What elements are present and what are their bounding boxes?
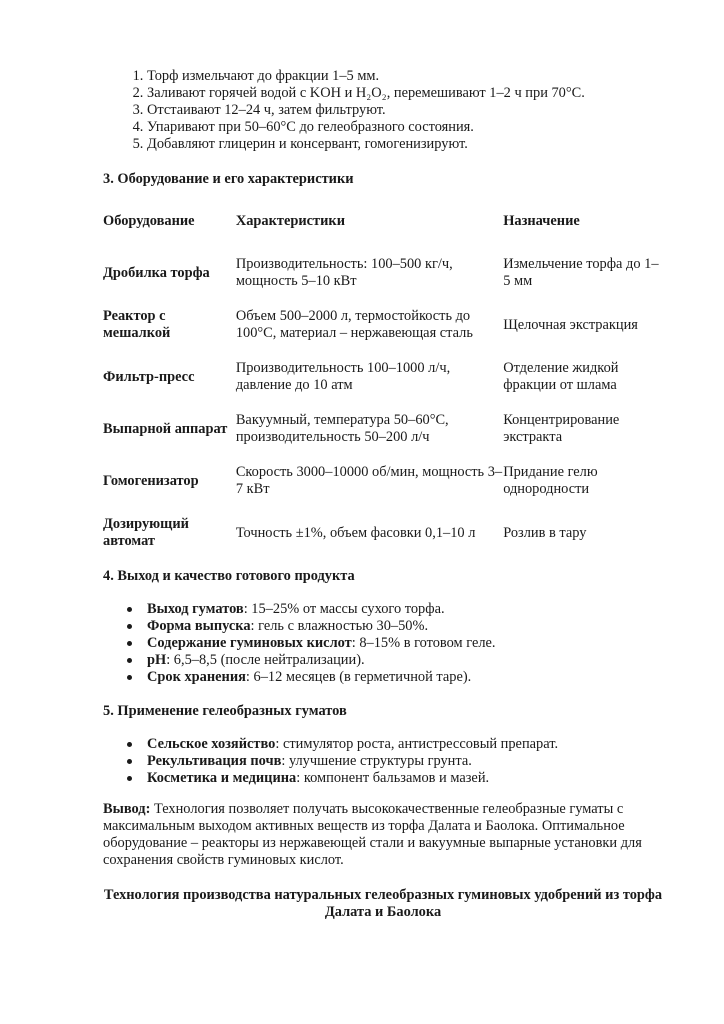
item-text: : стимулятор роста, антистрессовый препарат. <box>275 736 559 752</box>
process-step: 5. Добавляют глицерин и консервант, гомогенизируют. <box>147 136 707 153</box>
item-text: : гель с влажностью 30–50%. <box>250 618 429 634</box>
equipment-purpose: Концентрирование экстракта <box>503 412 620 445</box>
item-text: : 6–12 месяцев (в герметичной таре). <box>245 669 472 685</box>
section-3-heading: 3. Оборудование и его характеристики <box>103 171 354 187</box>
item-label: Форма выпуска <box>147 618 251 634</box>
column-header-purpose: Назначение <box>503 212 580 229</box>
equipment-spec: Производительность: 100–500 кг/ч, мощность 5–10 кВт <box>235 256 453 289</box>
list-item <box>147 618 707 635</box>
document-title: Технология производства натуральных гелеобразных гуминовых удобрений из торфа Далата и Баолока <box>103 887 663 920</box>
equipment-spec: Объем 500–2000 л, термостойкость до 100°C, материал – нержавеющая сталь <box>235 308 473 341</box>
table-row <box>103 455 663 507</box>
process-step: 4. Упаривают при 50–60°C до гелеобразного состояния. <box>147 119 707 136</box>
list-item <box>147 652 707 669</box>
item-label: Содержание гуминовых кислот <box>147 635 352 651</box>
item-text: : улучшение структуры грунта. <box>281 753 472 769</box>
process-step: 3. Отстаивают 12–24 ч, затем фильтруют. <box>147 102 707 119</box>
equipment-table <box>103 211 663 559</box>
equipment-name: Выпарной аппарат <box>103 420 228 437</box>
list-item <box>147 753 707 770</box>
process-steps-list <box>103 68 707 153</box>
table-row <box>103 299 663 351</box>
product-quality-list <box>103 601 707 686</box>
column-header-equipment: Оборудование <box>103 212 195 229</box>
list-item <box>147 669 707 686</box>
conclusion-text: Технология позволяет получать высококачественные гелеобразные гуматы с максимальным выходом активных веществ из торфа Далата и Баолока. Оптимальное оборудование – реакторы из нержавеющей стали и вакуумные выпарные установки для сохранения свойств гуминовых кислот. <box>103 801 642 868</box>
item-text: : 15–25% от массы сухого торфа. <box>243 601 445 617</box>
process-step: 2. Заливают горячей водой с KOH и H₂O₂, перемешивают 1–2 ч при 70°C. <box>147 85 707 102</box>
conclusion-label: Вывод: <box>103 801 151 817</box>
section-5-heading: 5. Применение гелеобразных гуматов <box>103 703 347 719</box>
list-item <box>147 770 707 787</box>
item-label: Срок хранения <box>147 669 246 685</box>
table-row <box>103 403 663 455</box>
equipment-spec: Вакуумный, температура 50–60°C, производительность 50–200 л/ч <box>235 412 449 445</box>
item-text: : 8–15% в готовом геле. <box>351 635 496 651</box>
item-text: : 6,5–8,5 (после нейтрализации). <box>166 652 365 668</box>
section-4-heading: 4. Выход и качество готового продукта <box>103 568 355 584</box>
item-label: Косметика и медицина <box>147 770 297 786</box>
table-header-row <box>103 211 663 247</box>
conclusion-paragraph <box>103 801 663 869</box>
equipment-purpose: Отделение жидкой фракции от шлама <box>503 360 619 393</box>
equipment-spec: Точность ±1%, объем фасовки 0,1–10 л <box>235 524 476 541</box>
equipment-purpose: Придание гелю однородности <box>503 464 598 497</box>
process-step: 1. Торф измельчают до фракции 1–5 мм. <box>147 68 707 85</box>
table-row <box>103 507 663 559</box>
equipment-name: Фильтр-пресс <box>103 368 195 385</box>
equipment-name: Дозирующий автомат <box>103 516 189 549</box>
item-label: Сельское хозяйство <box>147 736 276 752</box>
applications-list <box>103 736 707 787</box>
equipment-purpose: Измельчение торфа до 1–5 мм <box>503 256 659 289</box>
equipment-purpose: Розлив в тару <box>503 524 587 541</box>
equipment-spec: Скорость 3000–10000 об/мин, мощность 3–7 кВт <box>235 464 503 497</box>
list-item <box>147 736 707 753</box>
list-item <box>147 635 707 652</box>
item-label: pH <box>147 652 167 668</box>
equipment-name: Реактор с мешалкой <box>103 308 171 341</box>
item-text: : компонент бальзамов и мазей. <box>296 770 490 786</box>
item-label: Выход гуматов <box>147 601 244 617</box>
column-header-characteristics: Характеристики <box>235 212 345 229</box>
equipment-name: Дробилка торфа <box>103 264 210 281</box>
equipment-spec: Производительность 100–1000 л/ч, давление до 10 атм <box>235 360 451 393</box>
table-row <box>103 351 663 403</box>
equipment-purpose: Щелочная экстракция <box>503 316 638 333</box>
table-row <box>103 247 663 299</box>
item-label: Рекультивация почв <box>147 753 282 769</box>
list-item <box>147 601 707 618</box>
equipment-name: Гомогенизатор <box>103 472 199 489</box>
